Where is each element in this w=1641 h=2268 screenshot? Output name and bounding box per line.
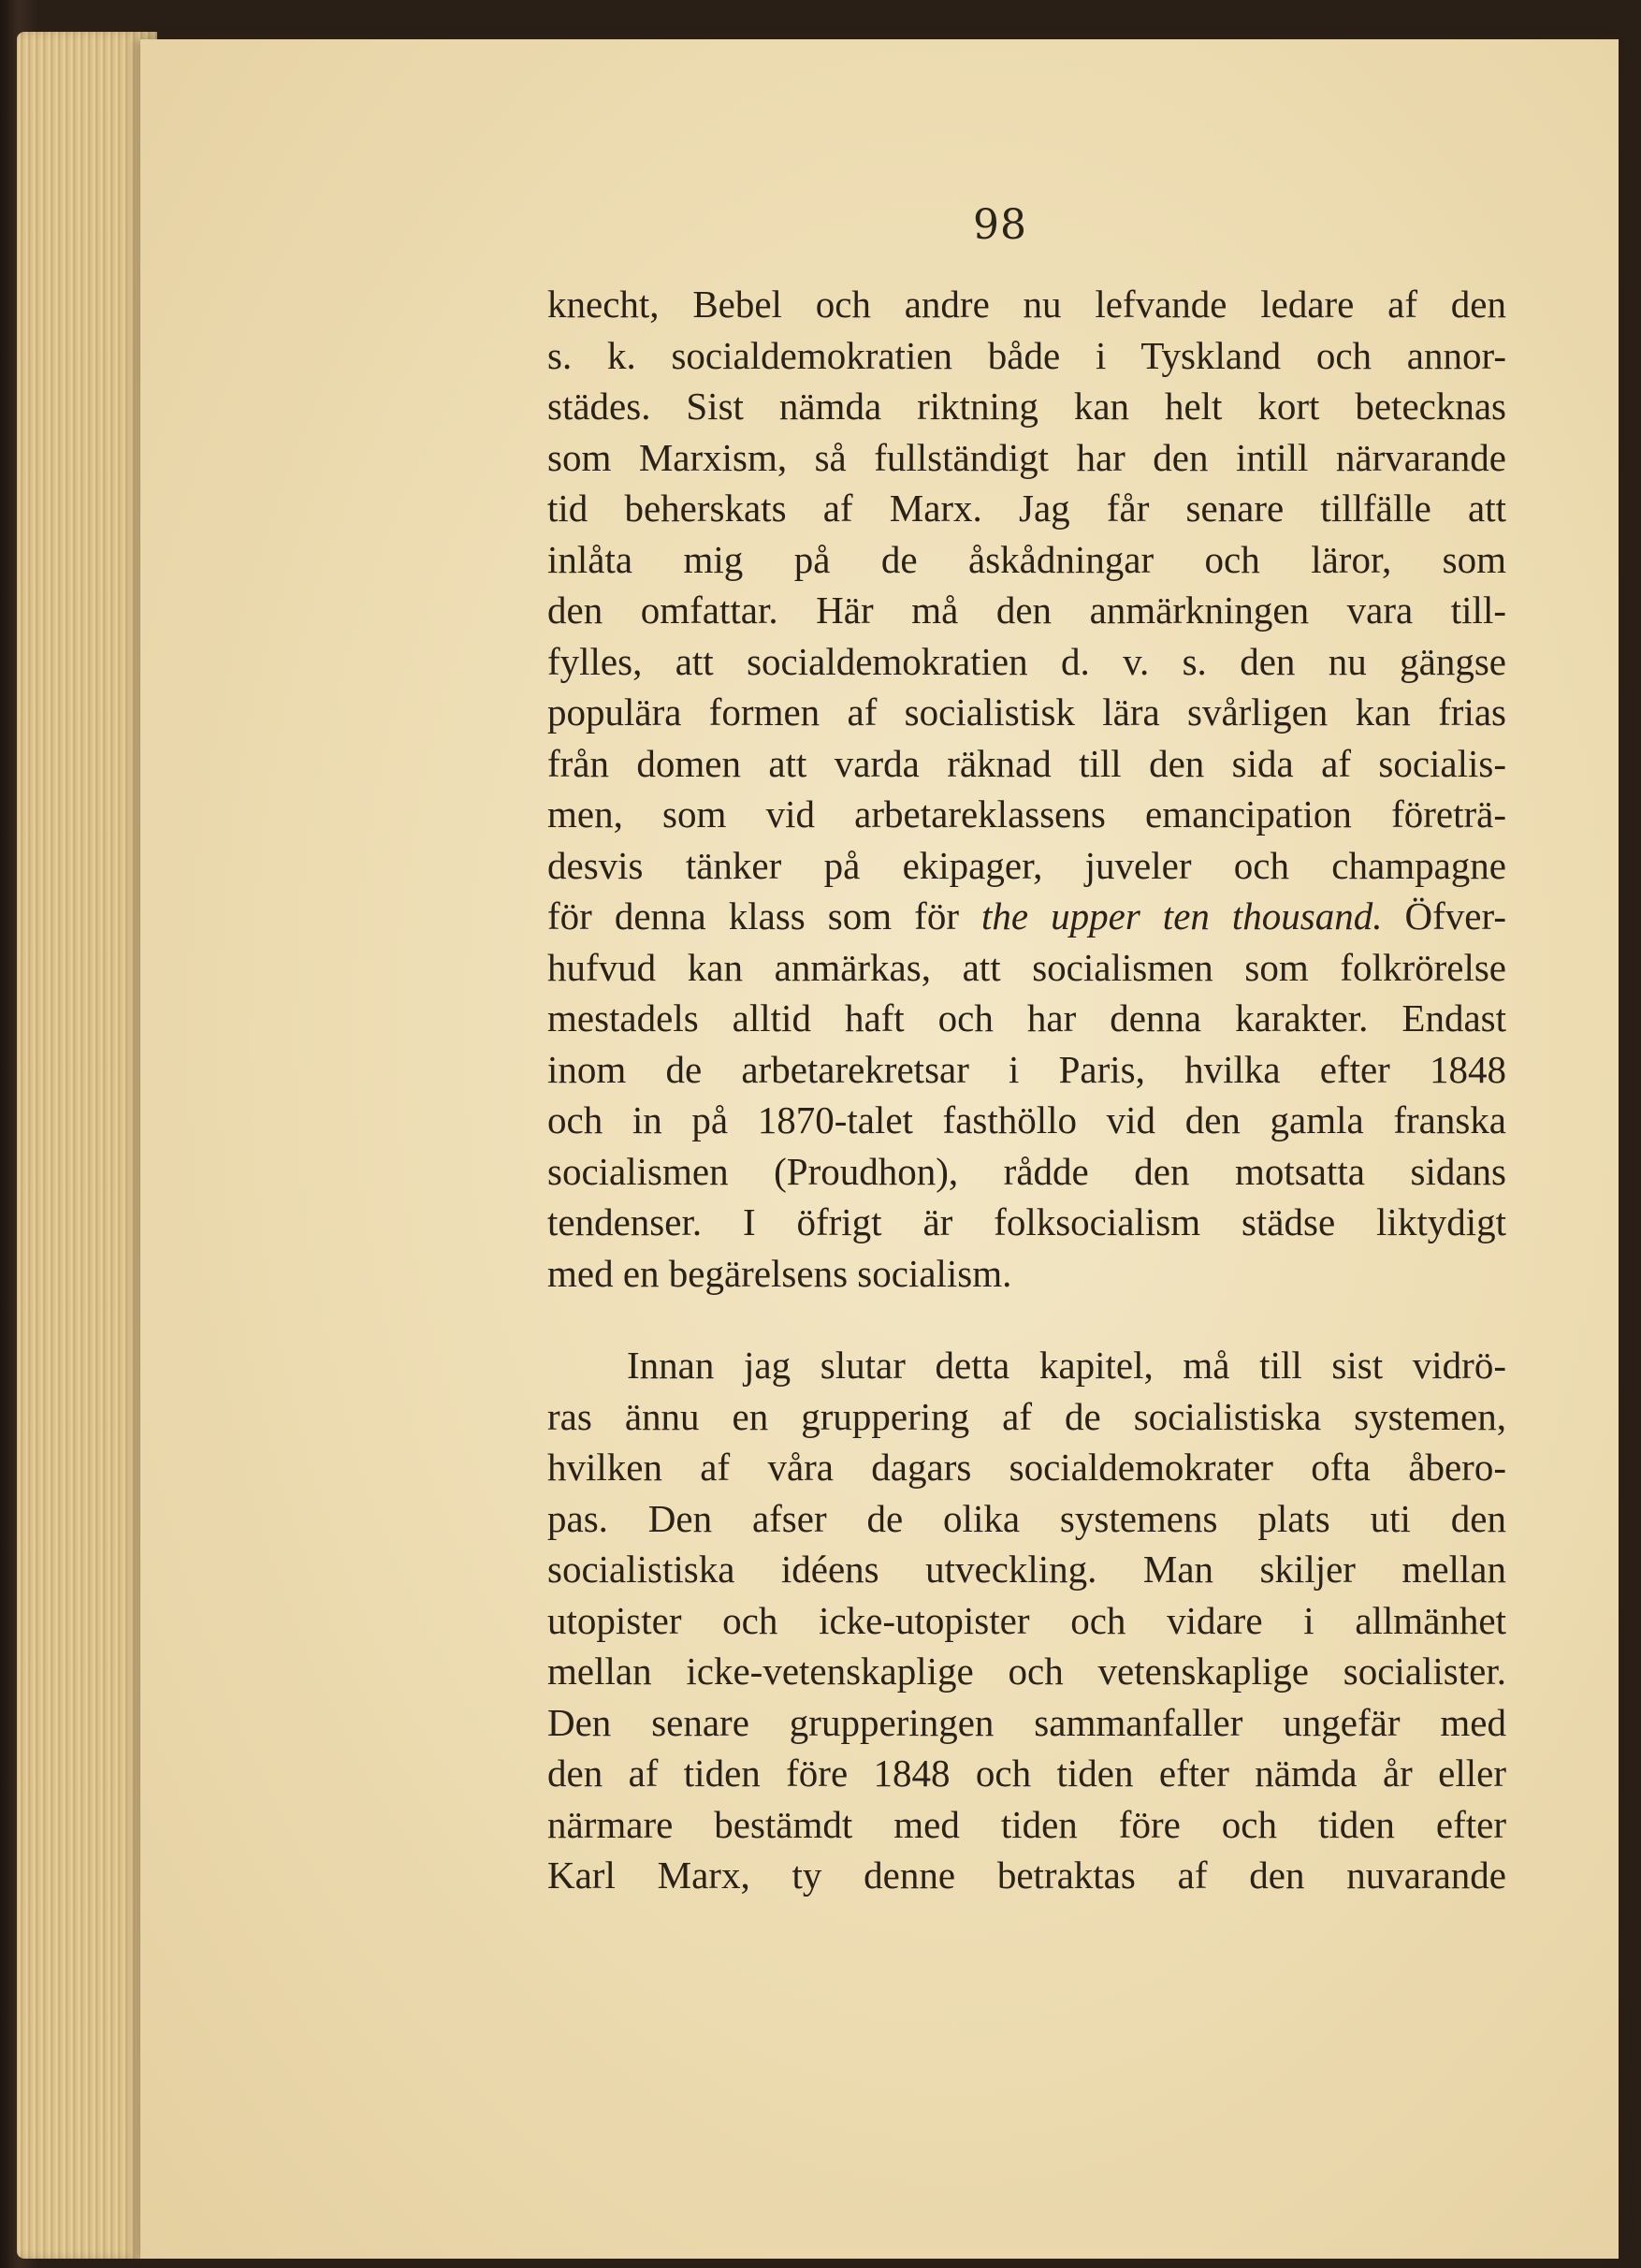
text-line: s. k. socialdemokratien både i Tyskland och annor- (547, 333, 1506, 377)
text-line: hvilken af våra dagars socialdemokrater ofta åbero- (547, 1446, 1506, 1489)
text-line: desvis tänker på ekipager, juveler och champagne (547, 843, 1506, 887)
text-line: den omfattar. Här må den anmärkningen vara till- (547, 589, 1506, 632)
text-line-with-italic (547, 891, 1506, 942)
text-line: mellan icke-vetenskaplige och vetenskaplige socialister. (547, 1650, 1506, 1693)
text-line: Den senare grupperingen sammanfaller ungefär med (547, 1700, 1506, 1744)
text-line: närmare bestämdt med tiden före och tiden efter (547, 1802, 1506, 1846)
text-line: utopister och icke-utopister och vidare i allmänhet (547, 1598, 1506, 1642)
text-line: hufvud kan anmärkas, att socialismen som folkrörelse (547, 945, 1506, 989)
text-segment: för denna klass som för (547, 894, 959, 938)
text-line: som Marxism, så fullständigt har den intill närvarande (547, 435, 1506, 479)
text-line: Karl Marx, ty denne betraktas af den nuvarande (547, 1854, 1506, 1897)
text-line: populära formen af socialistisk lära svårligen kan frias (547, 691, 1506, 734)
page-edges (17, 32, 157, 2259)
text-line: inom de arbetarekretsar i Paris, hvilka efter 1848 (547, 1047, 1506, 1091)
text-line: fylles, att socialdemokratien d. v. s. den nu gängse (547, 639, 1506, 683)
text-line-last: med en begärelsens socialism. (547, 1251, 1012, 1295)
text-line: tid beherskats af Marx. Jag får senare tillfälle att (547, 487, 1506, 530)
paragraph-2 (547, 1340, 1506, 1901)
text-line: inlåta mig på de åskådningar och läror, som (547, 537, 1506, 581)
text-line: från domen att varda räknad till den sida af socialis- (547, 741, 1506, 785)
text-line: socialismen (Proudhon), rådde den motsatta sidans (547, 1149, 1506, 1193)
text-line: mestadels alltid haft och har denna karakter. Endast (547, 996, 1506, 1040)
text-line: städes. Sist nämda riktning kan helt kort betecknas (547, 385, 1506, 428)
text-line: den af tiden före 1848 och tiden efter nämda år eller (547, 1752, 1506, 1795)
text-line: pas. Den afser de olika systemens plats uti den (547, 1496, 1506, 1540)
italic-phrase: the upper ten thousand. (981, 894, 1383, 938)
text-line: och in på 1870-talet fasthöllo vid den gamla franska (547, 1098, 1506, 1141)
text-line: tendenser. I öfrigt är folksocialism städse liktydigt (547, 1200, 1506, 1243)
text-segment: Öfver- (1404, 894, 1506, 938)
text-line: ras ännu en gruppering af de socialistiska systemen, (547, 1394, 1506, 1438)
text-line-indented: Innan jag slutar detta kapitel, må till sist vidrö- (627, 1344, 1506, 1387)
text-line: knecht, Bebel och andre nu lefvande ledare af den (547, 283, 1506, 326)
page-number: 98 (973, 201, 1027, 249)
text-line: men, som vid arbetareklassens emancipation företrä- (547, 792, 1506, 836)
text-line: socialistiska idéens utveckling. Man skiljer mellan (547, 1548, 1506, 1591)
paragraph-1 (547, 279, 1506, 1299)
